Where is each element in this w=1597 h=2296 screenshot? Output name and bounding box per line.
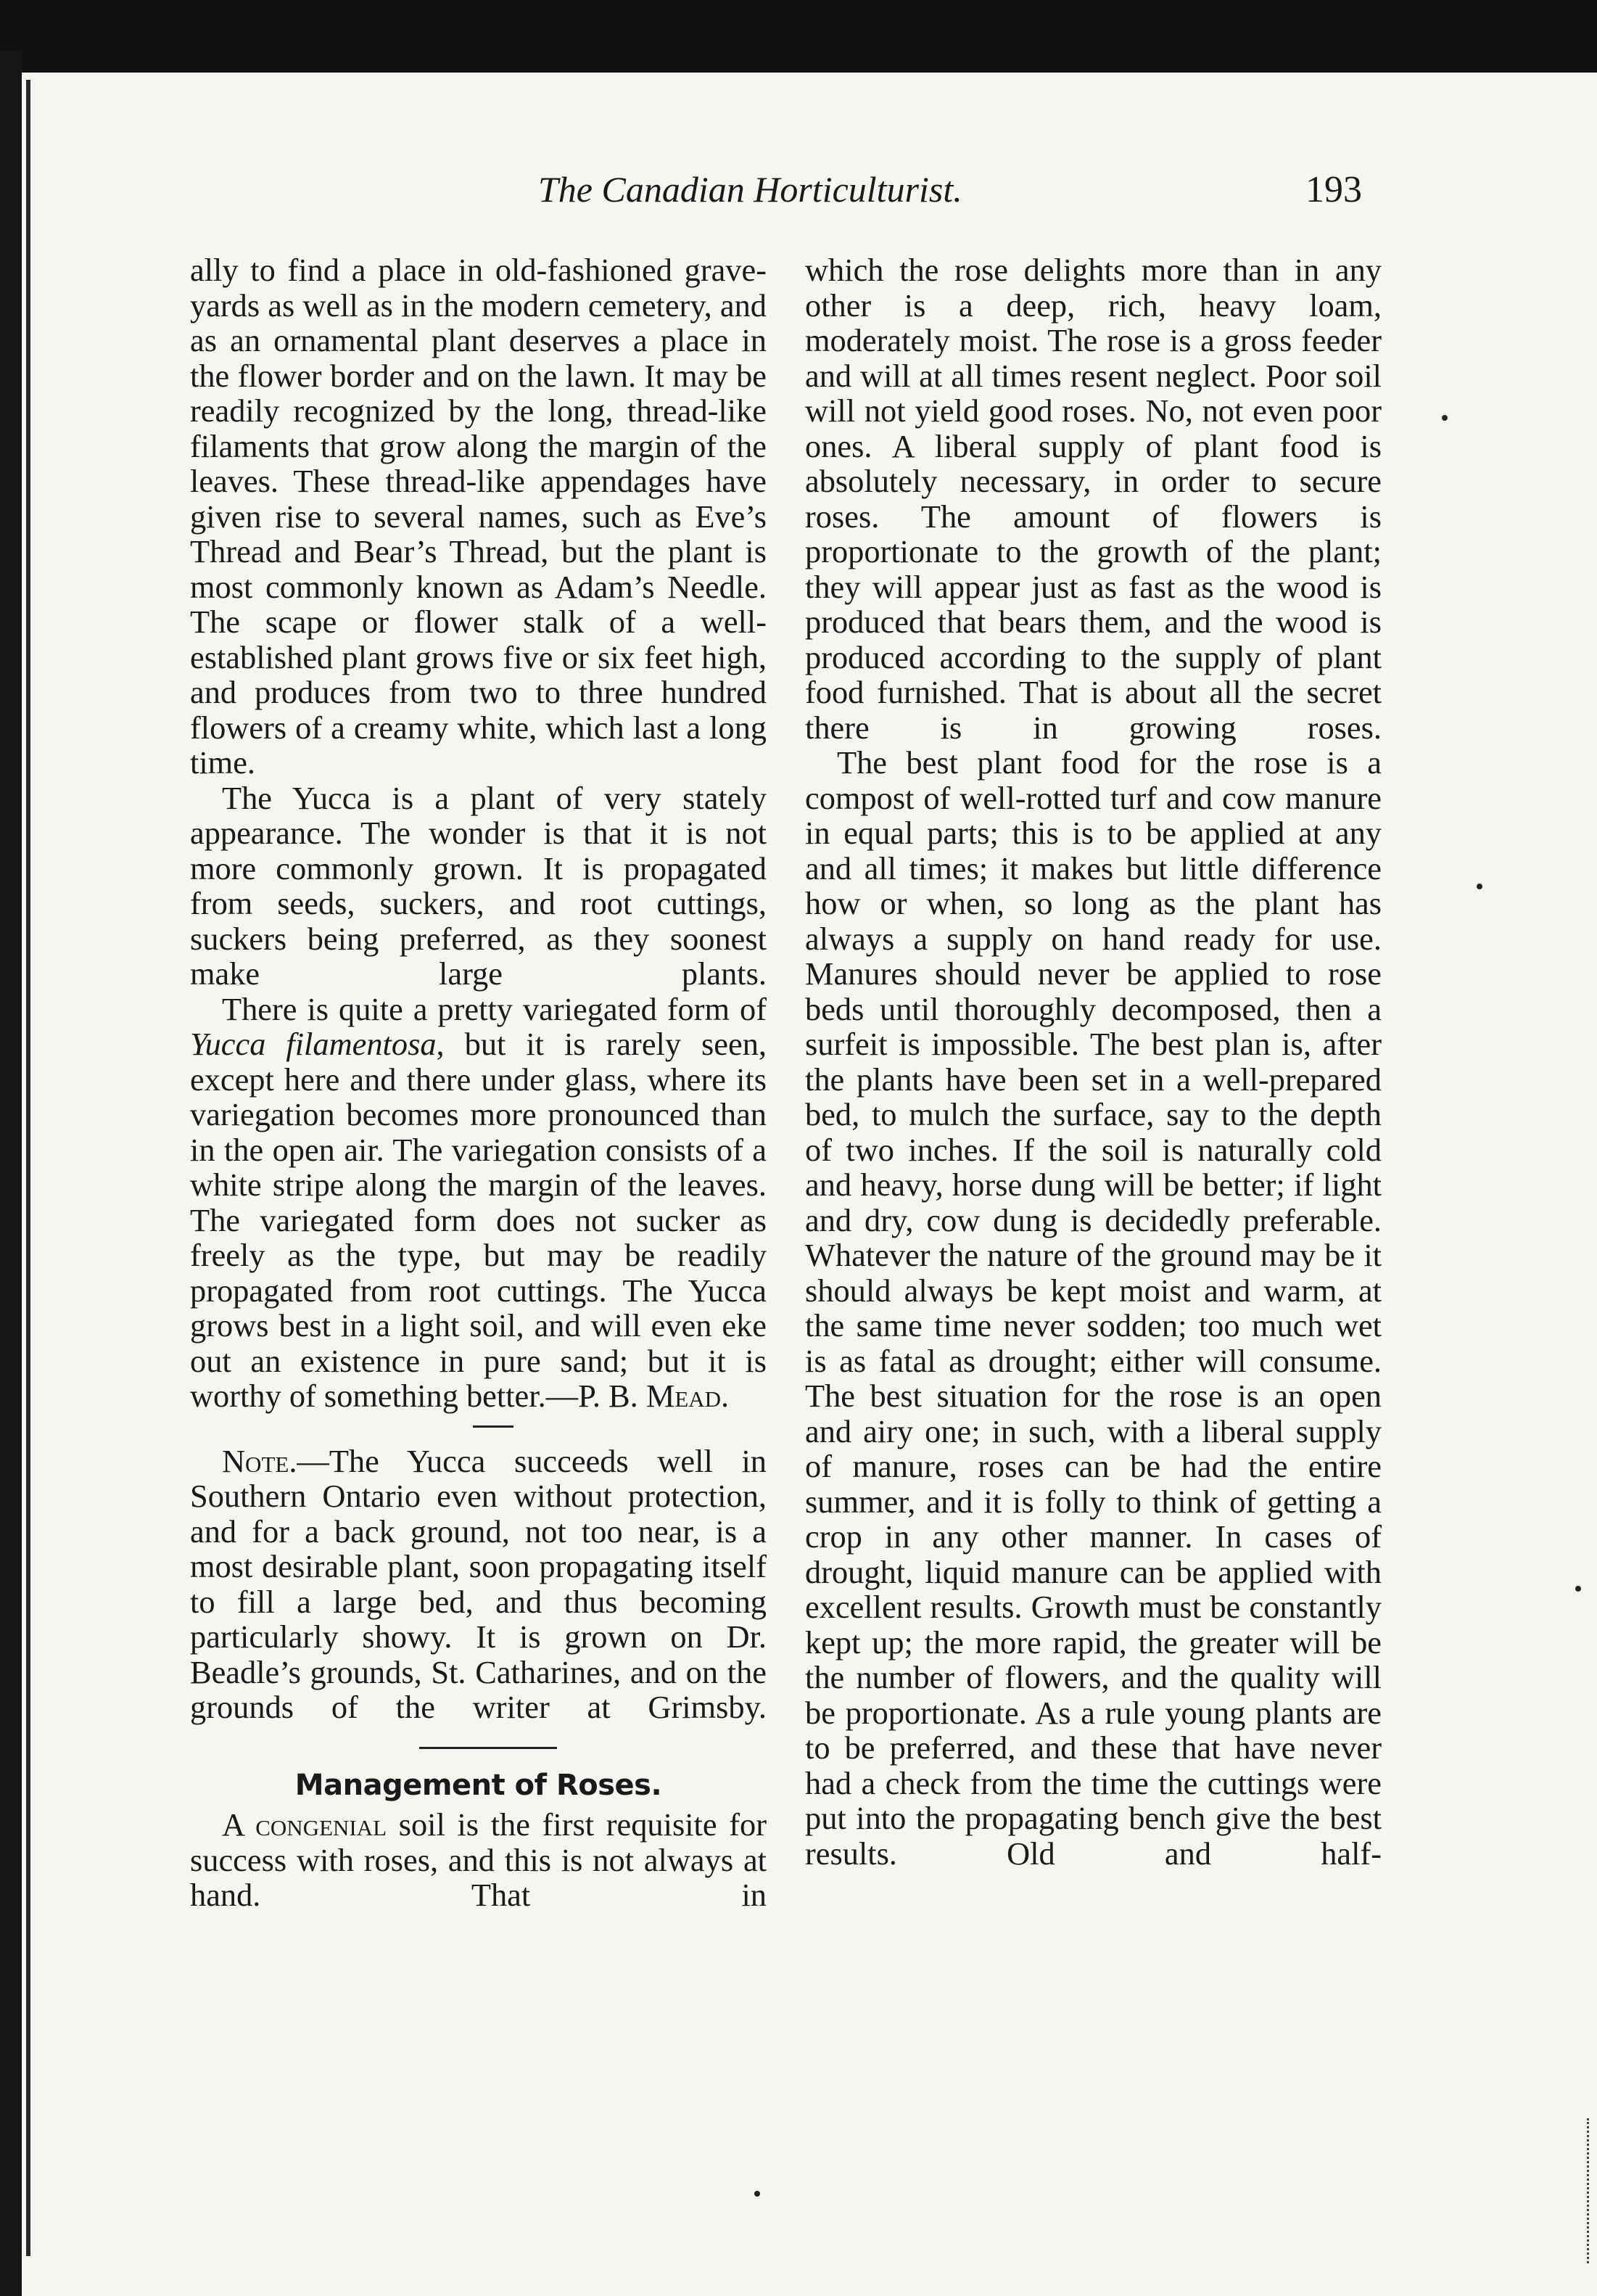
section-heading: Management of Roses.: [294, 1768, 662, 1802]
left-column: [190, 252, 767, 1913]
scan-speck: [1575, 1586, 1581, 1592]
scan-right-edge-marks: [1587, 2118, 1591, 2263]
lead-words: A congenial: [222, 1806, 387, 1843]
species-name: Yucca filamentosa: [190, 1026, 437, 1062]
paragraph-yucca-stately: The Yucca is a plant of very stately appearance. The wonder is that it is not more commonly grown. It is propagated from seeds, suckers, and root cuttings, suckers being preferred, as they soonest make large plants.: [190, 779, 767, 992]
page-header: [0, 168, 1597, 226]
paragraph-yucca-variegated: [190, 992, 767, 1414]
text-span: , but it is rarely seen, except here and there under glass, where its variegation becomes more pronounced than in the open air. The variegation consists of a white stripe along the margin of the leaves. The variegated form does not sucker as freely as the type, but may be readily propagated from root cuttings. The Yucca grows best in a light soil, and will even eke out an existence in pure sand; but it is worthy of something better.—P. B.: [190, 1026, 767, 1414]
scan-speck: [1477, 884, 1482, 889]
paragraph-note: [190, 1444, 767, 1725]
scan-speck: [754, 2191, 760, 2197]
paragraph-yucca-continued: ally to find a place in old-fashioned grave-yards as well as in the modern cemetery, and as an ornamental plant deserves a place in the flower border and on the lawn. It may be readily recognized by the long, thread-like filaments that grow along the margin of the leaves. These thread-like appendages have given rise to several names, such as Eve’s Thread and Bear’s Thread, but the plant is most commonly known as Adam’s Needle. The scape or flower stalk of a well-established plant grows five or six feet high, and produces from two to three hundred flowers of a creamy white, which last a long time.: [190, 252, 767, 781]
scan-left-border: [0, 51, 22, 2296]
paragraph-rose-food: The best plant food for the rose is a compost of well-rotted turf and cow manure in equal parts; this is to be applied at any and all times; it makes but little difference how or when, so long as the plant has always a supply on hand ready for use. Manures should never be applied to rose beds until thoroughly decomposed, then a surfeit is impossible. The best plan is, after the plants have been set in a well-prepared bed, to mulch the surface, say to the depth of two inches. If the soil is naturally cold and heavy, horse dung will be better; if light and dry, cow dung is decidedly preferable. Whatever the nature of the ground may be it should always be kept moist and warm, at the same time never sodden; too much wet is as fatal as drought; either will consume. The best situation for the rose is an open and airy one; in such, with a liberal supply of manure, roses can be had the entire summer, and it is folly to think of getting a crop in any other manner. In cases of drought, liquid manure can be applied with excellent results. Growth must be constantly kept up; the more rapid, the greater will be the number of flowers, and the quality will be proportionate. As a rule young plants are to be preferred, and these that have never had a check from the time the cuttings were put into the propagating bench give the best results. Old and half-: [805, 744, 1382, 1872]
text-span: soil is the first requisite for success with roses, and this is not always at hand. That in: [190, 1806, 767, 1913]
note-label: Note.: [222, 1442, 297, 1479]
separator-rule: [473, 1425, 513, 1428]
paragraph-rose-soil: which the rose delights more than in any other is a deep, rich, heavy loam, moderately moist. The rose is a gross feeder and will at all times resent neglect. Poor soil will not yield good roses. No, not even poor ones. A liberal supply of plant food is absolutely necessary, in order to secure roses. The amount of flowers is proportionate to the growth of the plant; they will appear just as fast as the wood is produced that bears them, and the wood is produced according to the supply of plant food furnished. That is about all the secret there is in growing roses.: [805, 252, 1382, 746]
note-text: —The Yucca succeeds well in Southern Ontario even without protection, and for a back ground, not too near, is a most desirable plant, soon propagating itself to fill a large bed, and thus becoming particularly showy. It is grown on Dr. Beadle’s grounds, St. Catharines, and on the grounds of the writer at Grimsby.: [190, 1442, 767, 1725]
text-span: There is quite a pretty variegated form of: [222, 990, 767, 1027]
scan-left-border-inner: [26, 80, 30, 2256]
running-title: The Canadian Horticulturist.: [538, 169, 962, 210]
paragraph-roses-intro: [190, 1807, 767, 1913]
scan-speck: [1442, 415, 1448, 421]
page-number: 193: [1305, 169, 1362, 210]
section-rule: [419, 1747, 557, 1749]
author-signature: Mead.: [645, 1378, 730, 1414]
right-column: [805, 252, 1382, 1871]
scan-top-border: [0, 0, 1597, 73]
